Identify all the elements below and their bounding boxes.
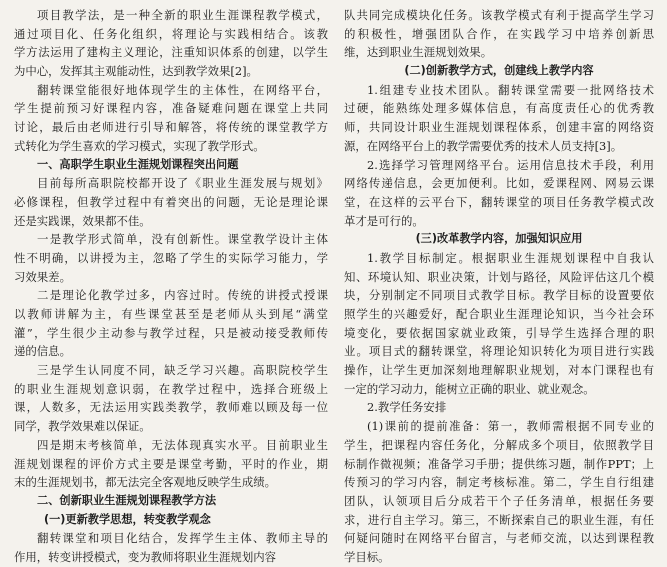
text-line: 境变化，要依据国家就业政策，引导学生选择合理的职 bbox=[344, 325, 654, 340]
text-line: 项目教学法，是一种全新的职业生涯课程教学模式， bbox=[37, 8, 328, 22]
right-column bbox=[344, 6, 654, 567]
text-line: 翻转课堂能很好地体现学生的主体性，在网络平台， bbox=[37, 82, 328, 97]
text-line: 为中心，发挥其主观能动性，达到教学效果[2]。 bbox=[14, 64, 258, 79]
text-line: 递的信息。 bbox=[14, 344, 71, 359]
left-column bbox=[14, 6, 328, 567]
text-line: 师，共同设计职业生涯规划课程体系，创建丰富的网络资 bbox=[344, 120, 654, 135]
text-line: 还是实践课，效果都不佳。 bbox=[14, 213, 151, 228]
text-line: 目前每所高职院校都开设了《职业生涯发展与规划》 bbox=[37, 176, 328, 191]
text-line: 性不明确，以讲授为主，忽略了学生的实际学习能力，学 bbox=[14, 250, 328, 265]
text-line: (1)课前的提前准备：第一，教师需根据不同专业的 bbox=[367, 419, 654, 434]
text-line: 传预习的学习内容，制定考核标准。第二，学生自行组建 bbox=[344, 475, 654, 490]
text-line: 习效果差。 bbox=[14, 269, 71, 284]
text-line: 团队，认领项目后分成若干个子任务清单，根据任务要 bbox=[344, 493, 654, 508]
text-line: 四是期末考核简单，无法体现真实水平。目前职业生 bbox=[37, 437, 328, 452]
text-line: 末的生涯规划书，都无法完全客观地反映学生成绩。 bbox=[14, 475, 276, 490]
text-line: 学目标。 bbox=[344, 549, 390, 564]
text-line: 2.选择学习管理网络平台。运用信息技术手段，利用 bbox=[367, 157, 654, 172]
text-line: 1.教学目标制定。根据职业生涯规划课程中自我认 bbox=[367, 250, 654, 265]
text-line: 维，达到职业生涯规划效果。 bbox=[344, 45, 493, 60]
text-line: 革才是可行的。 bbox=[344, 213, 424, 228]
text-line: 求，进行自主学习。第三，不断探索自己的职业生涯，有任 bbox=[344, 512, 654, 527]
text-line: 式转化为学生喜欢的学习模式，实现了教学形式。 bbox=[14, 138, 265, 153]
text-line: 堂，在这样的云平台下，翻转课堂的项目任务教学模式改 bbox=[344, 194, 654, 209]
text-line: 操作，让学生更加深刻地理解职业规划，对本门课程也有 bbox=[344, 363, 654, 378]
section-heading: (一)更新教学思想，转变教学观念 bbox=[44, 512, 211, 526]
text-line: 同学，教学效果难以保证。 bbox=[14, 419, 151, 434]
text-line: 何疑问随时在网络平台留言，与老师交流，以达到课程教 bbox=[344, 531, 654, 546]
text-line: 学方法运用了建构主义理论，注重知识体系的创建，以学生 bbox=[14, 45, 328, 60]
text-line: 以教师讲解为主，有些课堂甚至是老师从头到尾“满堂 bbox=[14, 307, 328, 321]
text-line: 队共同完成模块化任务。该教学模式有利于提高学生学习 bbox=[344, 8, 654, 22]
text-line: 的职业生涯规划意识弱，在教学过程中，选择合班级上 bbox=[14, 381, 328, 396]
text-line: 网络传递信息，会更加便利。比如，爱课程网、网易云课 bbox=[344, 176, 654, 191]
section-heading: 二、创新职业生涯规划课程教学方法 bbox=[37, 493, 217, 507]
text-line: 灌”，学生很少主动参与教学过程，只是被动接受教师传 bbox=[14, 325, 328, 340]
text-line: 一是教学形式简单，没有创新性。课堂教学设计主体 bbox=[37, 232, 328, 247]
text-line: 学生，把课程内容任务化，分解成多个项目，依照教学目 bbox=[344, 437, 654, 452]
text-line: 2.教学任务安排 bbox=[367, 400, 447, 415]
text-line: 的积极性，增强团队合作，在实践学习中培养创新思 bbox=[344, 26, 654, 41]
text-line: 课，人数多，无法运用实践类教学，教师难以顾及每一位 bbox=[14, 400, 328, 415]
text-line: 翻转课堂和项目化结合，发挥学生主体、教师主导的 bbox=[37, 531, 328, 546]
text-line: 三是学生认同度不同，缺乏学习兴趣。高职院校学生 bbox=[37, 363, 328, 378]
section-heading: (二)创新教学方式，创建线上教学内容 bbox=[404, 64, 594, 78]
text-line: 标制作微视频；准备学习手册；提供练习题，制作PPT；上 bbox=[344, 456, 654, 471]
text-line: 业。项目式的翻转课堂，将理论知识转化为项目进行实践 bbox=[344, 344, 654, 359]
section-heading: (三)改革教学内容，加强知识应用 bbox=[415, 232, 583, 246]
text-line: 块，分别制定不同项目式教学目标。教学目标的设置要依 bbox=[344, 288, 654, 303]
text-line: 作用，转变讲授模式，变为教师将职业生涯规划内容 bbox=[14, 549, 276, 564]
text-line: 一定的学习动力，能树立正确的职业、就业观念。 bbox=[344, 381, 595, 396]
text-line: 1.组建专业技术团队。翻转课堂需要一批网络技术 bbox=[367, 82, 654, 97]
text-line: 照学生的兴趣爱好，配合职业生涯理论知识，当今社会环 bbox=[344, 307, 654, 321]
text-line: 源，在网络平台上的教学需要优秀的技术人员支持[3]。 bbox=[344, 138, 623, 153]
text-line: 过硬，能熟练处理多媒体信息，有高度责任心的优秀教 bbox=[344, 101, 654, 116]
text-line: 涯规划课程的评价方式主要是课堂考勤，平时的作业，期 bbox=[14, 456, 328, 471]
text-line: 学生提前预习好课程内容，准备疑难问题在课堂上共同 bbox=[14, 101, 328, 116]
text-line: 通过项目化、任务化组织，将理论与实践相结合。该教 bbox=[14, 26, 328, 41]
text-line: 二是理论化教学过多，内容过时。传统的讲授式授课 bbox=[37, 288, 328, 303]
text-line: 讨论，最后由老师进行引导和解答，将传统的课堂教学方 bbox=[14, 120, 328, 135]
section-heading: 一、高职学生职业生涯规划课程突出问题 bbox=[37, 157, 239, 171]
text-line: 必修课程，但教学过程中有着突出的问题，无论是理论课 bbox=[14, 194, 328, 209]
text-line: 知、环境认知、职业决策，计划与路径，风险评估这几个模 bbox=[344, 269, 654, 284]
